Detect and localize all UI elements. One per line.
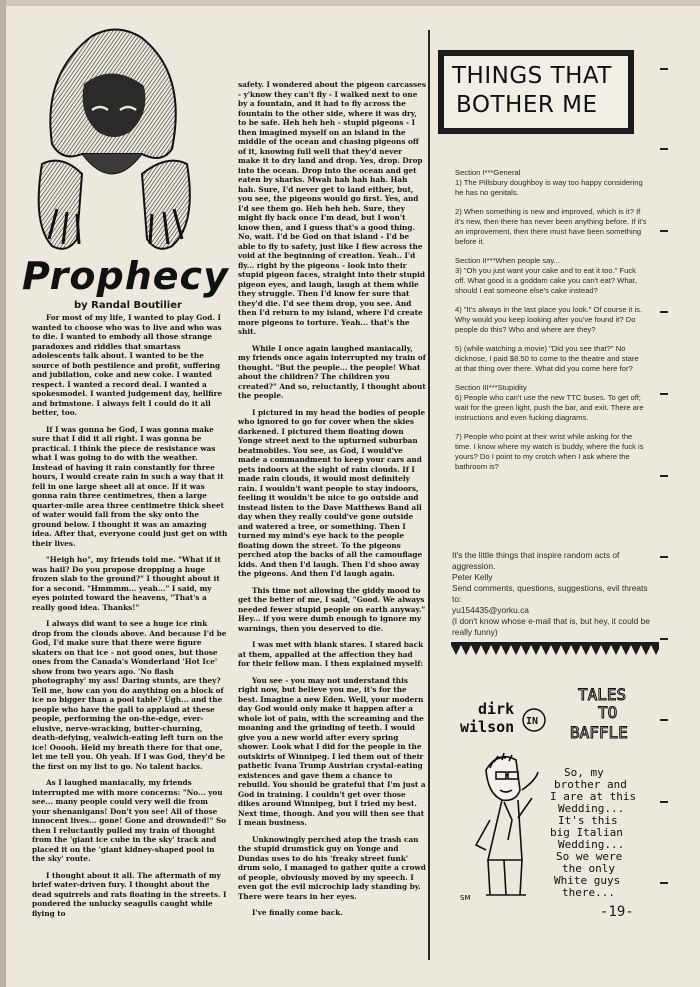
speech-line: I are at this [550,790,637,803]
zigzag-triangle [621,645,631,655]
list-item: 5) (while watching a movie) "Did you see that?" No dicknose, I paid $8.50 to come to the theatre and stare at that thing over there. What did you come here for? [455,344,639,373]
edge-tick [660,311,668,313]
zigzag-triangle [471,645,481,655]
speech-line: brother and [554,778,627,791]
credits-email: yu154435@yorku.ca [452,605,529,615]
list-item: 6) People who can't use the new TTC buses. To get off; wait for the green light, push the bar, and exit. There are instructions and even fucking diagrams. [455,393,644,422]
column-divider [428,30,430,960]
comic-title-3: BAFFLE [570,723,628,742]
zigzag-triangle [461,645,471,655]
edge-tick [660,719,668,721]
hooded-figure-illustration [22,14,202,256]
section-heading: Section II***When people say... [455,256,560,265]
list-item: 7) People who point at their wrist while asking for the time. I know where my watch is buddy, where the fuck is yours? Do I point to my crotch when I ask where the bathroom is? [455,432,644,471]
edge-tick [660,230,668,232]
section-heading: Section III***Stupidity [455,383,527,392]
credits-author: Peter Kelly [452,572,493,582]
paragraph: "Heigh ho", my friends told me. "What if it was hail? Do you propose dropping a huge frozen slab to the ground?" I thought about it for a second. "Hmmmm... yeah..." I said, my eyes pointed toward the heavens, "That's a really good idea. Thanks!" [32,555,221,612]
credits-note: (I don't know whose e-mail that is, but hey, it could be really funny) [452,616,650,637]
credits-contact-line: Send comments, questions, suggestions, evil threats to: [452,583,648,604]
edge-tick [660,638,668,640]
page-spine [0,0,6,987]
comic-title-1: TALES [578,685,627,704]
edge-tick [660,475,668,477]
zigzag-triangle [501,645,511,655]
things-header-box [438,50,634,134]
things-header-line-1: THINGS THAT [452,63,612,89]
article-title: Prophecy [22,254,229,298]
zigzag-triangle [581,645,591,655]
paragraph: Unknowingly perched atop the trash can the stupid drumstick guy on Yonge and Dundas uses to do his 'freaky street funk' drum solo, I managed to gather quite a crowd of people, obviously moved by my speech. I even got the evil microchip lady standing by. There were tears in her eyes. [238,834,426,901]
paragraph: I thought about it all. The aftermath of my brief water-driven fury. I thought about the dead squirrels and rats floating in the streets. I pondered the unlucky seagulls caught while flying to [32,870,227,918]
edge-tick [660,68,668,70]
zigzag-triangle [451,645,461,655]
speech-line: So, my [564,766,604,779]
zigzag-triangle [591,645,601,655]
paragraph: I've finally come back. [252,908,343,917]
things-header [444,56,628,128]
list-item: 4) "It's always in the last place you look." Of course it is. Why would you keep looking after you've found it? Do people do this? Who and where are they? [455,305,643,334]
zigzag-triangle [601,645,611,655]
paragraph: I always did want to see a huge ice rink drop from the clouds above. And because I'd be God, I'd make sure that there were figure skaters on that ice - not good ones, but those ones from the Canada's Wonderland 'Hot Ice' show from two years ago. 'No flash photography' my ass! Daring stunts, are they? Tell me, how can you do anything on a block of ice no bigger than a pool table? Ugh... and the people who have the gall to applaud at these people, performing the on-the-edge, ever-elusive, nerve-wracking, butter-churning, death-defying, vealwich-eating left turn on the ice! Ooooh. Held my breath there for that one, let me tell you. Oh yeah. If I was God, they'd be the first on my list to go. No talent hacks. [32,619,227,771]
zigzag-triangle [561,645,571,655]
zigzag-triangle [631,645,641,655]
article-column-1 [32,313,228,925]
zigzag-triangle [571,645,581,655]
speech-line: the only [562,862,615,875]
zigzag-triangle [611,645,621,655]
credits-tagline: It's the little things that inspire random acts of aggression. [452,550,620,571]
edge-tick [660,393,668,395]
paragraph: For most of my life, I wanted to play God. I wanted to choose who was to live and who was to die. I wanted to embody all those strange paradoxes and riddles that smartass adolescents talk about. I wanted to be the source of both pestilence and profit, suffering and jubilation, coke and new coke. I wanted respect. I wanted a record deal. I wanted a spokesmodel. I wanted judgement day, hellfire and brimstone. I always felt I could do it all better, too. [32,313,223,417]
speech-line: Wedding... [558,838,625,851]
speech-line: Wedding... [558,802,625,815]
things-header-line-2: BOTHER ME [456,92,598,118]
speech-line: It's this [558,814,618,827]
paragraph: While I once again laughed maniacally, my friends once again interrupted my train of thought. "But the people... the people! What about the children? The children you created?" And so, reluctantly, I thought about the people. [238,343,426,400]
edge-tick [660,801,668,803]
comic-author-first: dirk [478,700,515,718]
paragraph: I pictured in my head the bodies of people who ignored to go for cover when the skies darkened. I pictured them floating down Yonge street next to the upturned suburban beatmobiles. You see, as God, I would've made a commandment to keep your cars and pets indoors at the sight of rain clouds. If I made rain clouds, it would most definitely rain. I wouldn't want people to stay indoors, feeling it wouldn't be nice to go outside and instead listen to the Dave Matthews Band all day when they really could've gone outside and watered a tree, or something. Then I turned my mind's eye back to the people floating down the street. To the pigeons perched atop the backs of all the camouflage kids. And then I'd laugh. Then I'd shoo away the pigeons. And then I'd laugh again. [238,407,426,578]
speech-line: So we were [556,850,623,863]
paragraph: If I was gonna be God, I was gonna make sure that I did it all right. I was gonna be practical. I think the piece de resistance was what I was going to do with the weather. Instead of having it rain constantly for three hours, I would create rain in such a way that it fell in one large sheet all at once. If it was gonna rain three centimetres, then a large quarter-mile area three centimetre thick sheet of water would fall from the sky onto the ground below. I thought it was an amazing idea. After that, everyone could just get on with their lives. [32,424,228,548]
edge-tick [660,556,668,558]
things-list [455,168,647,481]
paragraph: I was met with blank stares. I stared back at them, appalled at the affection they had for their fellow man. I then explained myself: [238,640,424,668]
zigzag-triangle [641,645,651,655]
comic-speech [550,766,636,899]
paragraph: safety. I wondered about the pigeon carcasses - y'know they can't fly - I walked next to one by a fountain, and it had to fly across the fountain to the other side, where it was dry, to be safe. Heh heh heh - stupid pigeons - I then imagined myself on an island in the middle of the ocean and chasing pigeons off of it, knowing full well that they'd never make it to dry land and drop. Yes, drop. Drop into the ocean. Drop into the ocean and get eaten by sharks. Mwah hah hah hah. Hah hah. Sure, I'd never get to land either, but, you see, the pigeons would go first. Yes, and I'd see them go. Heh heh heh. Sure, they might fly back once I'm dead, but I won't know then, and I guess that's a good thing. No, wait. I'd be God on that island - I'd be able to fly to safety, just like I flew across the void at the beginning of creation. Yeah.. I'd fly... right by the pigeons - look into their stupid pigeon faces, straight into their stupid pigeon eyes, and laugh, laugh at them while they struggle. Then I'd know fer sure that they'd die. I'd see them drop, you see. And then I'd return to my island, where I'd create more pigeons to torture. Yeah... that's the shit. [238,80,427,336]
section-heading: Section I***General [455,168,521,177]
zigzag-triangle [531,645,541,655]
paragraph: As I laughed maniacally, my friends interrupted me with more concerns: "No... you see... many people could very well die from your shenanigans! Don't you see! All of those innocent lives... gone! Gone and drownded!" So then I reluctantly pulled my train of thought from the 'giant ice cube in the sky' track and placed it on the 'giant kidney-shaped pool in the sky' route. [32,778,227,863]
zigzag-triangle [551,645,561,655]
list-item: 1) The Pillsbury doughboy is way too happy considering he has no genitals. [455,178,643,197]
comic-signature: SM [460,894,471,902]
paragraph: This time not allowing the giddy mood to get the better of me, I said, "Good. We always needed fewer stupid people on earth anyway." Hey... if you were dumb enough to ignore my warnings, then you deserved to die. [238,585,426,633]
paragraph: You see - you may not understand this right now, but believe you me, it's for the best. Imagine a new Eden. Well, your modern day God would only make it happen after a whole lot of pain, with the screaming and the moaning and the grinding of teeth. I would give you a new world after every spring shower. Look what I did for the people in the outskirts of Winnipeg. I led them out of their pathetic Ivana Trump Austrian crystal-eating existences and gave them a chance to rebuild. You should be grateful that I'm just a God in training. I couldn't get over those dikes around Winnipeg, but I tried my best. Next time, though. And you will then see that I mean business. [238,675,426,827]
speech-line: big Italian [550,826,623,839]
sidebar-credits [452,550,657,638]
zigzag-triangle [491,645,501,655]
zigzag-triangle [521,645,531,655]
article-byline: by Randal Boutilier [74,300,182,311]
zigzag-triangle [511,645,521,655]
article-column-2 [238,80,426,925]
page-top-edge [0,0,700,6]
zigzag-triangle [541,645,551,655]
zigzag-triangle [481,645,491,655]
speech-line: White guys [554,874,621,887]
zigzag-triangle [651,645,659,655]
list-item: 3) "Oh you just want your cake and to eat it too." Fuck off. What good is a goddam cake you can't eat? What, should I eat someone else's cake instead? [455,266,637,295]
list-item: 2) When something is new and improved, which is it? If it's new, then there has never been anything before. If it's an improvement, then there must have been something before it. [455,207,647,246]
comic-character [476,753,538,895]
comic-panel [446,680,664,920]
edge-tick [660,148,668,150]
comic-in-label: IN [526,716,539,727]
page-number: -19- [600,904,634,920]
speech-line: there... [562,886,615,899]
comic-author-last: wilson [460,718,515,736]
zigzag-divider [451,642,659,656]
edge-tick [660,882,668,884]
comic-title-2: TO [598,703,618,722]
